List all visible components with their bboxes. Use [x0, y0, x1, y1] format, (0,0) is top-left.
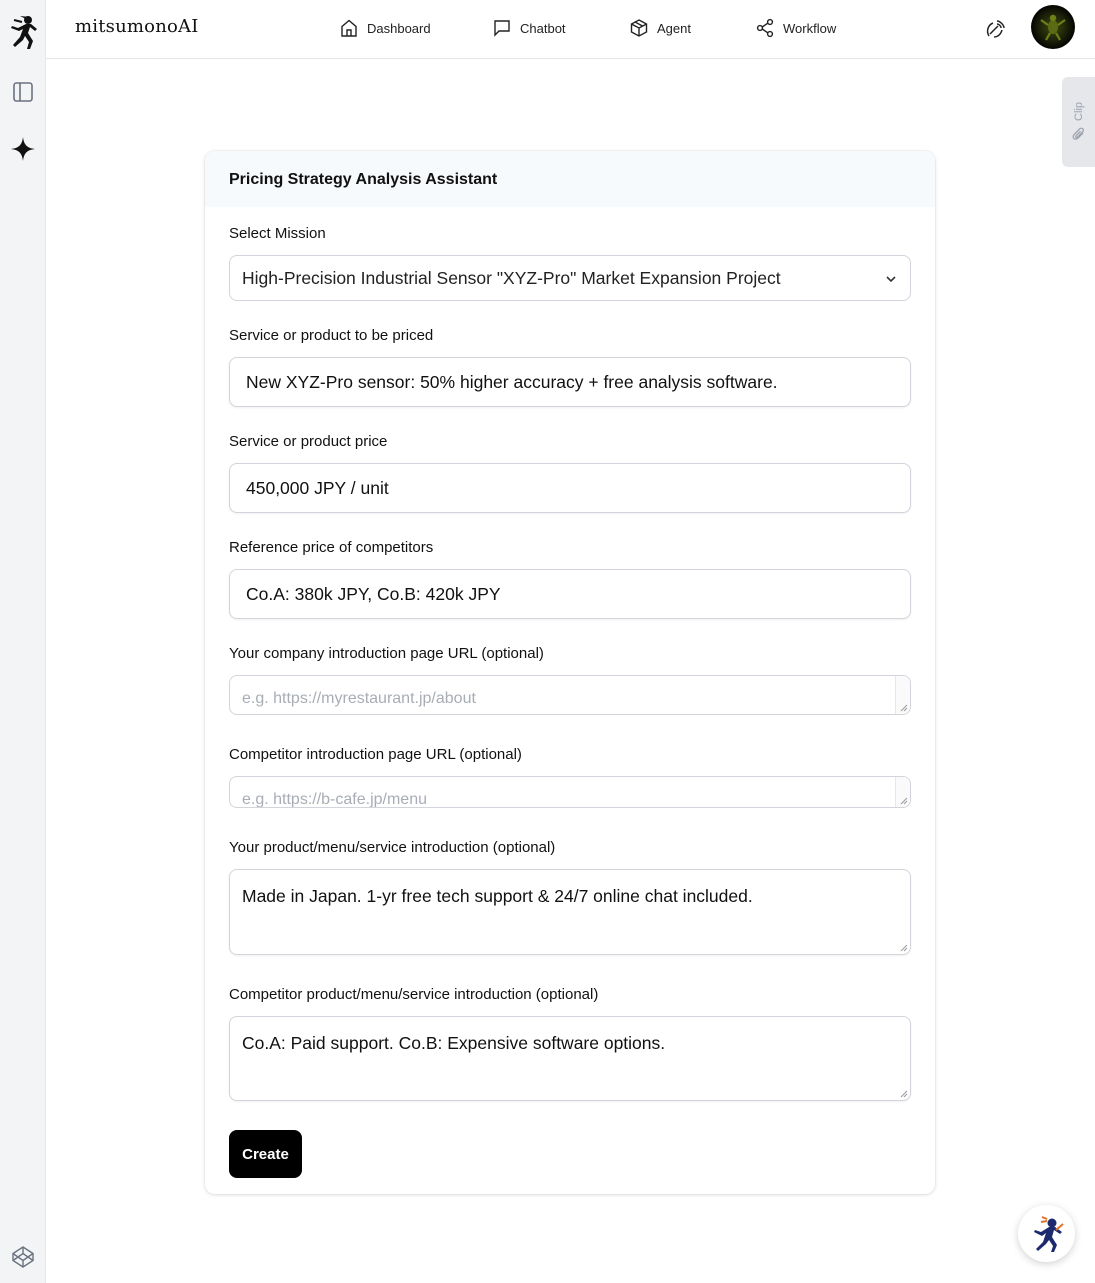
competitor-price-label: Reference price of competitors	[229, 539, 434, 556]
cube-icon	[629, 18, 649, 38]
competitor-intro-textarea[interactable]	[229, 1016, 911, 1101]
resize-grip-icon[interactable]	[900, 944, 908, 952]
chevron-down-icon	[884, 272, 898, 286]
competitor-price-input[interactable]: Co.A: 380k JPY, Co.B: 420k JPY	[229, 569, 911, 619]
sparkle-icon[interactable]	[9, 135, 37, 163]
pricing-strategy-card	[205, 151, 935, 1194]
product-label: Service or product to be priced	[229, 327, 434, 344]
ninja-mascot-icon	[1028, 1215, 1066, 1253]
price-input[interactable]: 450,000 JPY / unit	[229, 463, 911, 513]
nav-workflow[interactable]	[755, 15, 836, 41]
price-label: Service or product price	[229, 433, 388, 450]
competitor-intro-value: Co.A: Paid support. Co.B: Expensive software options.	[242, 1033, 666, 1053]
competitor-url-placeholder: e.g. https://b-cafe.jp/menu	[242, 791, 427, 808]
nav-dashboard[interactable]	[339, 15, 431, 41]
intro-textarea[interactable]	[229, 869, 911, 955]
share-nodes-icon	[755, 18, 775, 38]
intro-label: Your product/menu/service introduction (optional)	[229, 839, 556, 856]
nav-agent-label: Agent	[657, 20, 691, 36]
brand-name: mitsumonoAI	[75, 16, 199, 37]
resize-grip-icon[interactable]	[900, 1090, 908, 1098]
top-header	[46, 0, 1095, 59]
create-button[interactable]: Create	[229, 1130, 302, 1178]
chat-bubble-icon	[492, 18, 512, 38]
competitor-intro-label: Competitor product/menu/service introduction (optional)	[229, 986, 599, 1003]
company-url-placeholder: e.g. https://myrestaurant.jp/about	[242, 690, 476, 707]
card-header	[205, 151, 935, 207]
user-avatar[interactable]	[1031, 5, 1075, 49]
toggle-sidebar-panel-icon[interactable]	[9, 78, 37, 106]
nav-chatbot[interactable]	[492, 15, 566, 41]
codepen-cube-icon[interactable]	[9, 1243, 37, 1271]
mission-label: Select Mission	[229, 225, 326, 242]
assistant-float-button[interactable]	[1018, 1205, 1075, 1262]
nav-workflow-label: Workflow	[783, 20, 837, 36]
intro-value: Made in Japan. 1-yr free tech support & 24/7 online chat included.	[242, 886, 753, 906]
satellite-dish-icon[interactable]	[983, 16, 1009, 42]
clip-side-tab[interactable]	[1062, 77, 1095, 167]
resize-grip-icon[interactable]	[900, 704, 908, 712]
clip-label: Clip	[1072, 101, 1085, 121]
nav-chatbot-label: Chatbot	[520, 20, 566, 36]
resize-grip-icon[interactable]	[900, 797, 908, 805]
card-title: Pricing Strategy Analysis Assistant	[229, 171, 498, 188]
competitor-url-textarea[interactable]	[229, 776, 911, 808]
nav-dashboard-label: Dashboard	[367, 20, 431, 36]
competitor-url-label: Competitor introduction page URL (optional)	[229, 746, 522, 763]
nav-agent[interactable]	[629, 15, 691, 41]
company-url-textarea[interactable]	[229, 675, 911, 715]
paperclip-icon	[1072, 126, 1086, 142]
ninja-logo-icon[interactable]	[6, 14, 40, 50]
product-input[interactable]: New XYZ-Pro sensor: 50% higher accuracy + free analysis software.	[229, 357, 911, 407]
mission-select[interactable]	[229, 255, 911, 301]
company-url-label: Your company introduction page URL (optional)	[229, 645, 544, 662]
mission-select-value: High-Precision Industrial Sensor "XYZ-Pro" Market Expansion Project	[242, 267, 781, 288]
home-icon	[339, 18, 359, 38]
left-sidebar	[0, 0, 46, 1283]
